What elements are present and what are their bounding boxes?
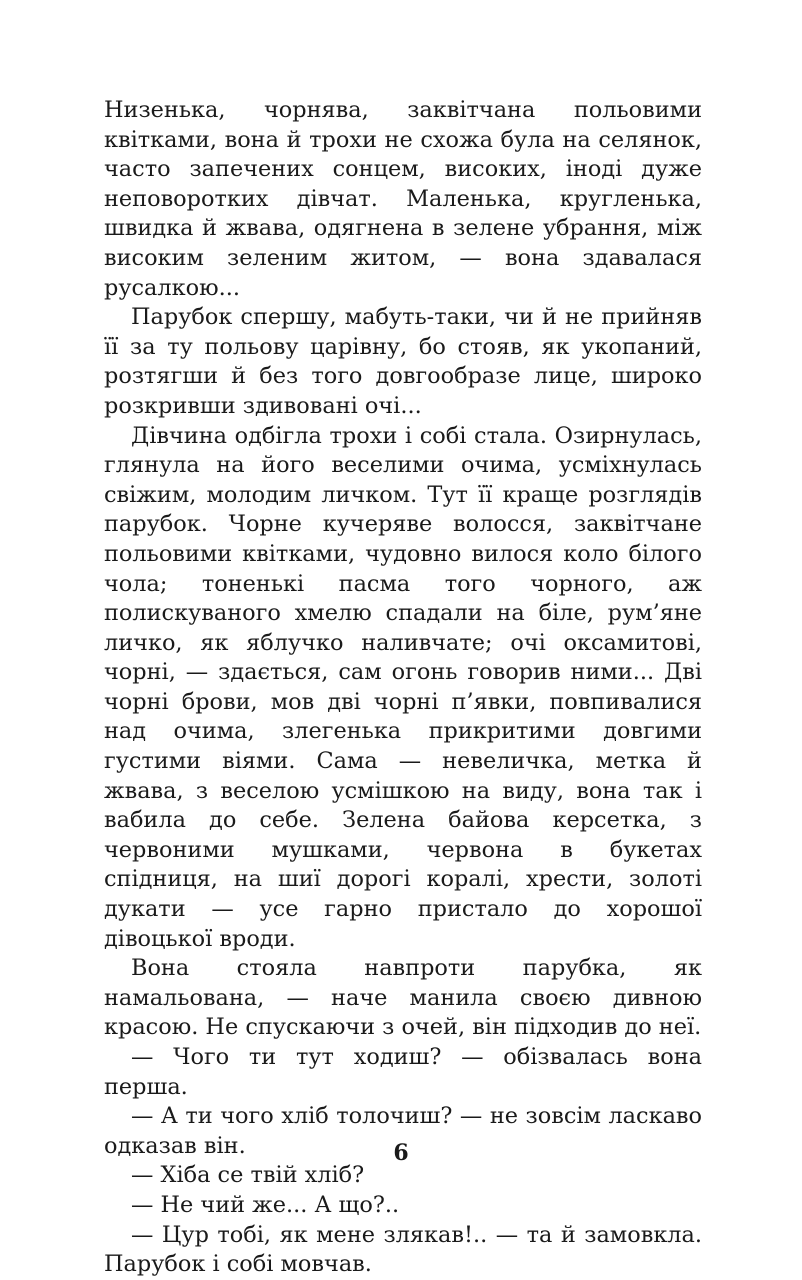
paragraph-4: Вона стояла навпроти парубка, як намальована, — наче манила своєю дивною красою. Не спускаючи з очей, він підходив до неї. <box>104 955 702 1041</box>
dialogue-line-5: — Цур тобі, як мене злякав!.. — та й замовкла. Парубок і собі мовчав. <box>104 1221 702 1278</box>
dialogue-line-4: — Не чий же... А що?.. <box>131 1191 400 1218</box>
dialogue-line-3: — Хіба се твій хліб? <box>131 1162 365 1189</box>
page-body <box>104 96 702 1280</box>
dialogue-line-2: — А ти чого хліб толочиш? — не зовсім ласкаво одказав він. <box>104 1103 702 1159</box>
paragraph-3: Дівчина одбігла трохи і собі стала. Озирнулась, глянула на його веселими очима, усміхнулась свіжим, молодим личком. Тут її краще розглядів парубок. Чорне кучеряве волосся, заквітчане польовими квітками, чудовно вилося коло білого чола; тоненькі пасма того чорного, аж полискуваного хмелю спадали на біле, рум’яне личко, як яблучко наливчате; очі оксамитові, чорні, — здається, сам огонь говорив ними... Дві чорні брови, мов дві чорні п’явки, повпивалися над очима, злегенька прикритими довгими густими віями. Сама — невеличка, метка й жвава, з веселою усмішкою на виду, вона так і вабила до себе. Зелена байова керсетка, з червоними мушками, червона в букетах спідниця, на шиї дорогі коралі, хрести, золоті дукати — усе гарно пристало до хорошої дівоцької вроди. <box>104 422 702 952</box>
paragraph-2: Парубок спершу, мабуть-таки, чи й не прийняв її за ту польову царівну, бо стояв, як укопаний, розтягши й без того довгообразе лице, широко розкривши здивовані очі... <box>104 304 702 419</box>
page-number: 6 <box>393 1140 409 1166</box>
paragraph-1: Низенька, чорнява, заквітчана польовими квітками, вона й трохи не схожа була на селянок, часто запечених сонцем, високих, іноді дуже неповоротких дівчат. Маленька, кругленька, швидка й жвава, одягнена в зелене убрання, між високим зеленим житом, — вона здавалася русалкою... <box>104 97 702 301</box>
dialogue-line-1: — Чого ти тут ходиш? — обізвалась вона перша. <box>104 1044 702 1100</box>
